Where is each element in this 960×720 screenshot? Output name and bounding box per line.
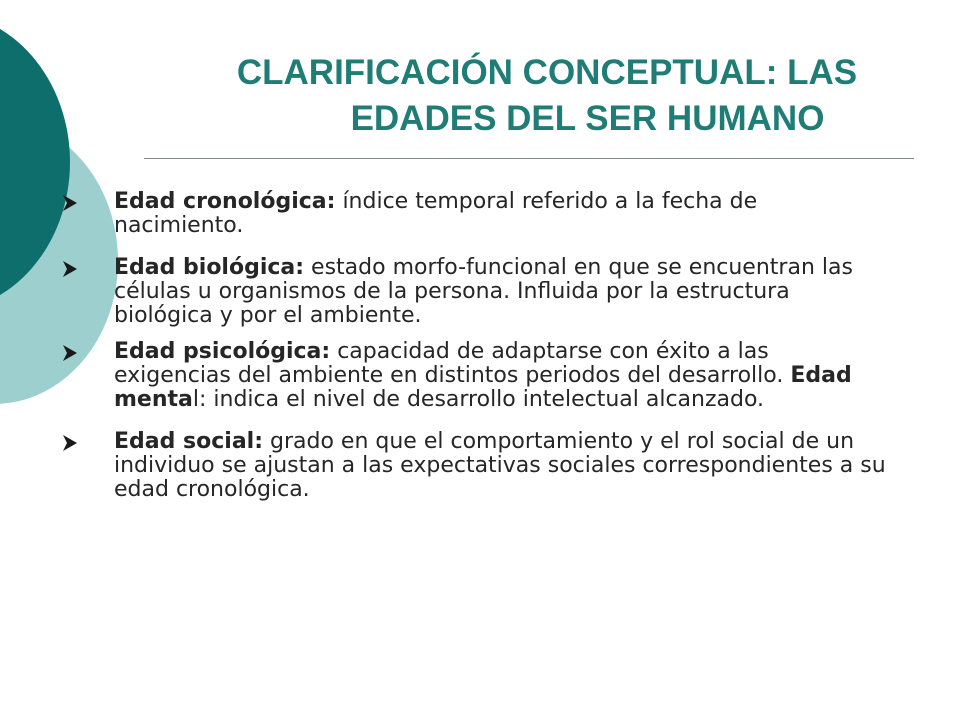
bullet-item-edad-social (60, 430, 890, 502)
bullet-text: índice temporal referido a la fecha de nacimiento. (114, 189, 758, 238)
arrowhead-bullet-icon (60, 343, 80, 363)
bullet-item-edad-biologica (60, 256, 890, 328)
slide-title (160, 50, 920, 142)
title-line-1: CLARIFICACIÓN CONCEPTUAL: LAS (236, 53, 858, 92)
arrowhead-bullet-icon (60, 193, 80, 213)
bullet-item-edad-psicologica (60, 340, 890, 412)
bullet-text: estado morfo-funcional en que se encuentran las células u organismos de la persona. Influida por la estructura biológica y por el ambiente. (114, 255, 853, 328)
bullet-text: capacidad de adaptarse con éxito a las exigencias del ambiente en distintos periodos del desarrollo. (114, 339, 791, 388)
bullet-term: Edad biológica: (114, 255, 305, 280)
bullet-term-secondary: Edad menta (114, 363, 852, 412)
bullet-term: Edad cronológica: (114, 189, 336, 214)
bullet-term: Edad psicológica: (114, 339, 331, 364)
bullet-text-secondary: l: indica el nivel de desarrollo intelectual alcanzado. (192, 387, 765, 412)
bullet-text: grado en que el comportamiento y el rol social de un individuo se ajustan a las expectativas sociales correspondientes a su edad cronológica. (114, 429, 886, 502)
bullet-term: Edad social: (114, 429, 264, 454)
arrowhead-bullet-icon (60, 259, 80, 279)
bullet-item-edad-cronologica (60, 190, 890, 238)
arrowhead-bullet-icon (60, 433, 80, 453)
bullet-list (60, 190, 890, 520)
title-line-2: EDADES DEL SER HUMANO (350, 99, 825, 138)
title-divider (144, 158, 914, 159)
